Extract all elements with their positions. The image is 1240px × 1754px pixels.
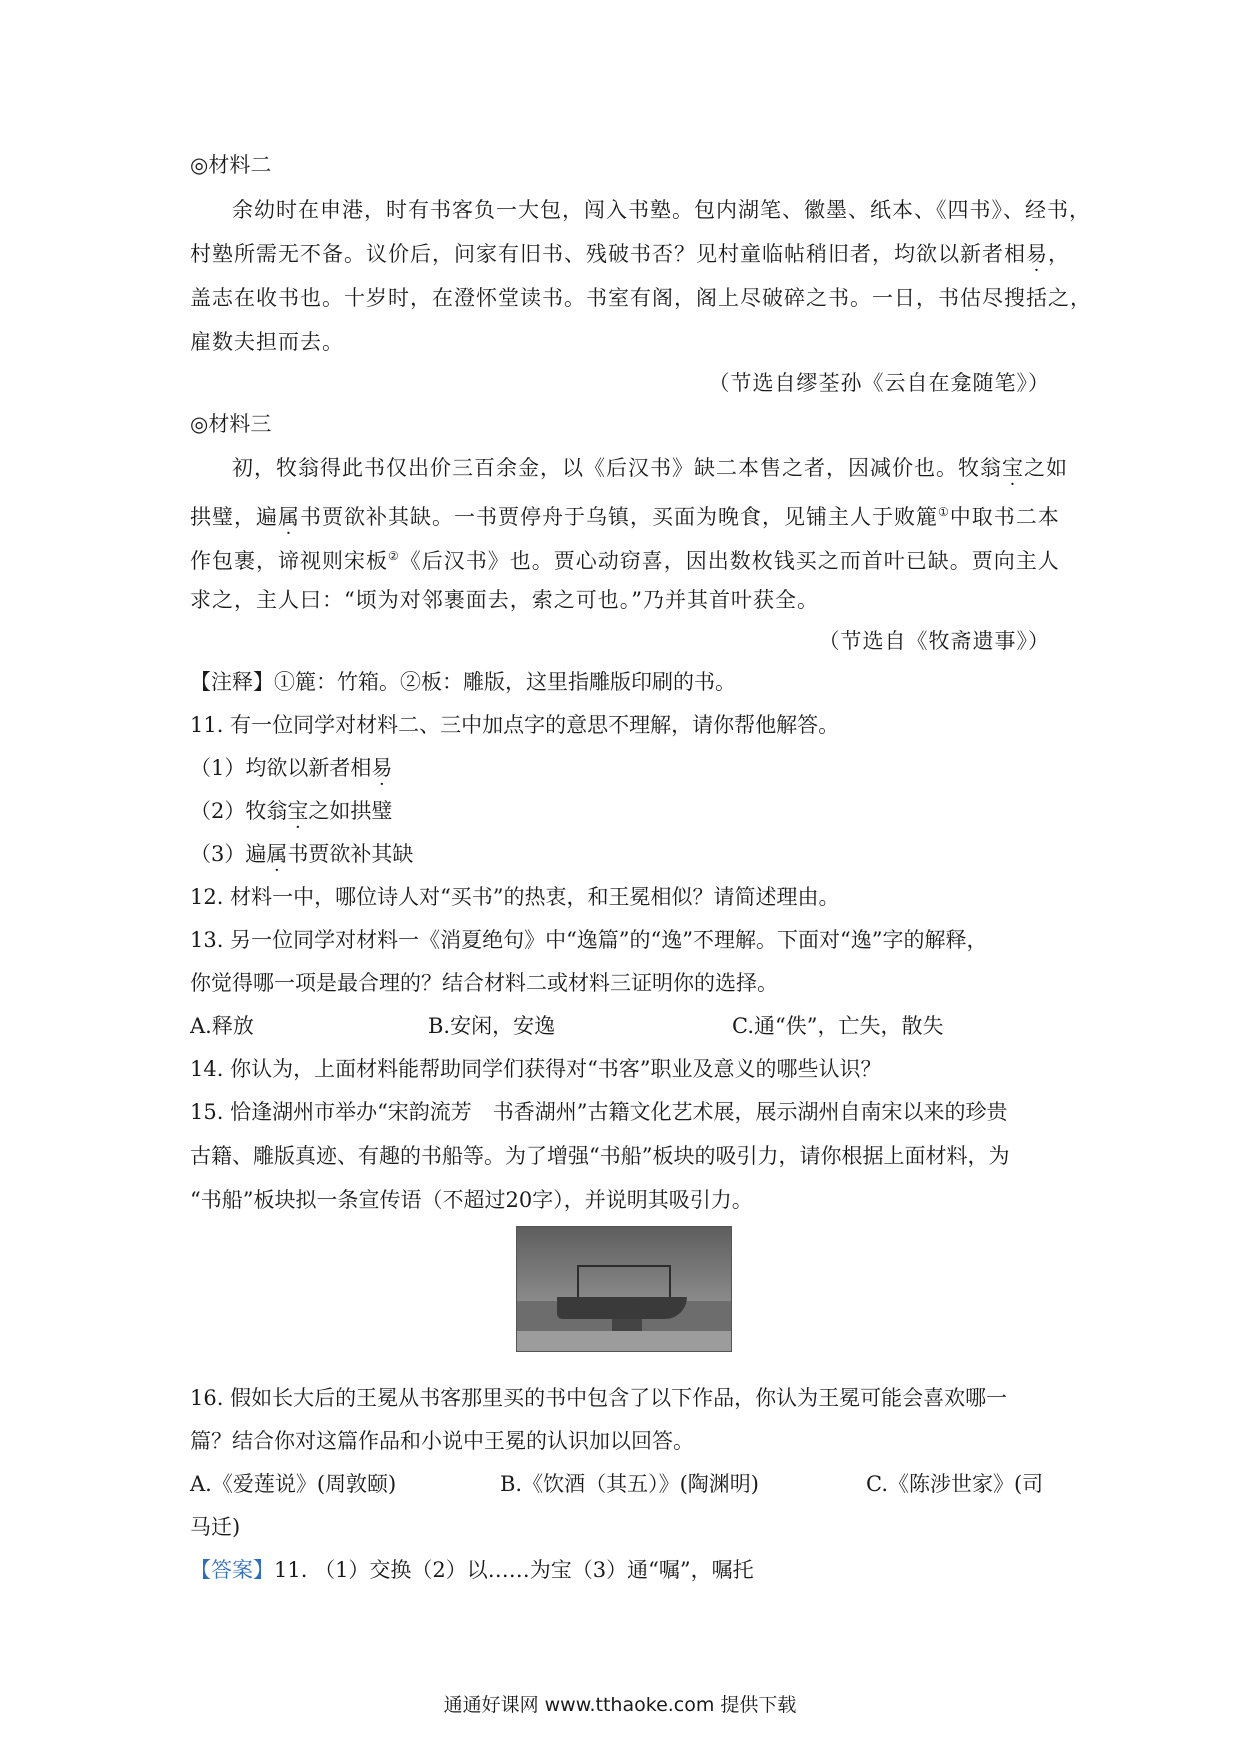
question-15-line-1: 15. 恰逢湖州市举办“宋韵流芳 书香湖州”古籍文化艺术展，展示湖州自南宋以来的珍贵 [190,1100,1008,1124]
material-three-source: （节选自《牧斋遗事》） [818,629,1050,653]
emphasis-dot-char: 属 [278,505,300,529]
footnote-marker: ① [938,505,950,519]
material-three-heading: ◎材料三 [190,412,272,436]
answer-text: 11. （1）交换（2）以……为宝（3）通“嘱”，嘱托 [274,1558,754,1582]
question-13-option-c: C.通“佚”，亡失，散失 [732,1014,944,1038]
emphasis-dot-char: 属 [266,842,288,866]
book-boat-photo [516,1226,732,1352]
material-two-source: （节选自缪荃孙《云自在龛随笔》） [708,371,1050,395]
page-footer: 通通好课网 www.tthaoke.com 提供下载 [443,1694,797,1716]
question-11-stem: 11. 有一位同学对材料二、三中加点字的意思不理解，请你帮他解答。 [190,713,840,737]
emphasis-dot-char: 易 [371,756,393,780]
material-three-line-4: 求之，主人曰：“顷为对邻裹面去，索之可也。”乃并其首叶获全。 [190,588,819,612]
question-16-option-a: A.《爱莲说》(周敦颐) [190,1472,397,1496]
answer-tag: 【答案】 [190,1558,274,1582]
question-12: 12. 材料一中，哪位诗人对“买书”的热衷，和王冕相似？请简述理由。 [190,885,840,909]
question-16-line-1: 16. 假如长大后的王冕从书客那里买的书中包含了以下作品，你认为王冕可能会喜欢哪一 [190,1386,1008,1410]
question-15-line-2: 古籍、雕版真迹、有趣的书船等。为了增强“书船”板块的吸引力，请你根据上面材料，为 [190,1144,1010,1168]
answer-line [190,1557,754,1583]
material-three-line-2: 拱璧，遍属书贾欲补其缺。一书贾停舟于乌镇，买面为晚食，见铺主人于败簏①中取书二本 [190,505,1060,529]
material-two-line-4: 雇数夫担而去。 [190,330,344,354]
emphasis-dot-char: 宝 [287,799,309,823]
question-13-line-2: 你觉得哪一项是最合理的？结合材料二或材料三证明你的选择。 [190,971,778,995]
question-16-option-c: C.《陈涉世家》(司 [866,1472,1044,1496]
material-two-line-3: 盖志在收书也。十岁时，在澄怀堂读书。书室有阁，阁上尽破碎之书。一日，书估尽搜括之， [190,286,1092,310]
question-16-line-2: 篇？结合你对这篇作品和小说中王冕的认识加以回答。 [190,1429,694,1453]
material-two-line-2: 村塾所需无不备。议价后，问家有旧书、残破书否？见村童临帖稍旧者，均欲以新者相易， [190,242,1070,266]
question-11-sub-2: （2）牧翁宝之如拱璧 [190,799,393,823]
question-16-option-b: B.《饮酒（其五）》(陶渊明) [500,1472,759,1496]
question-13-option-a: A.释放 [190,1014,254,1038]
emphasis-dot-char: 易 [1026,242,1048,266]
material-three-line-1: 初，牧翁得此书仅出价三百余金，以《后汉书》缺二本售之者，因减价也。牧翁宝之如 [232,456,1068,480]
annotation-note: 【注释】①簏：竹箱。②板：雕版，这里指雕版印刷的书。 [190,670,736,694]
question-15-line-3: “书船”板块拟一条宣传语（不超过20字），并说明其吸引力。 [190,1188,753,1212]
material-two-line-1: 余幼时在申港，时有书客负一大包，闯入书塾。包内湖笔、徽墨、纸本、《四书》、经书， [232,198,1091,222]
material-three-line-3: 作包裹，谛视则宋板②《后汉书》也。贾心动窃喜，因出数枚钱买之而首叶已缺。贾向主人 [190,549,1060,573]
question-13-option-b: B.安闲，安逸 [428,1014,556,1038]
question-11-sub-3: （3）遍属书贾欲补其缺 [190,842,414,866]
material-two-heading: ◎材料二 [190,153,272,177]
question-13-line-1: 13. 另一位同学对材料一《消夏绝句》中“逸篇”的“逸”不理解。下面对“逸”字的解释， [190,928,988,952]
footnote-marker: ② [388,549,400,563]
emphasis-dot-char: 宝 [1002,456,1024,480]
question-14: 14. 你认为，上面材料能帮助同学们获得对“书客”职业及意义的哪些认识？ [190,1057,882,1081]
question-11-sub-1: （1）均欲以新者相易 [190,756,393,780]
question-16-option-c-cont: 马迁) [190,1515,241,1539]
